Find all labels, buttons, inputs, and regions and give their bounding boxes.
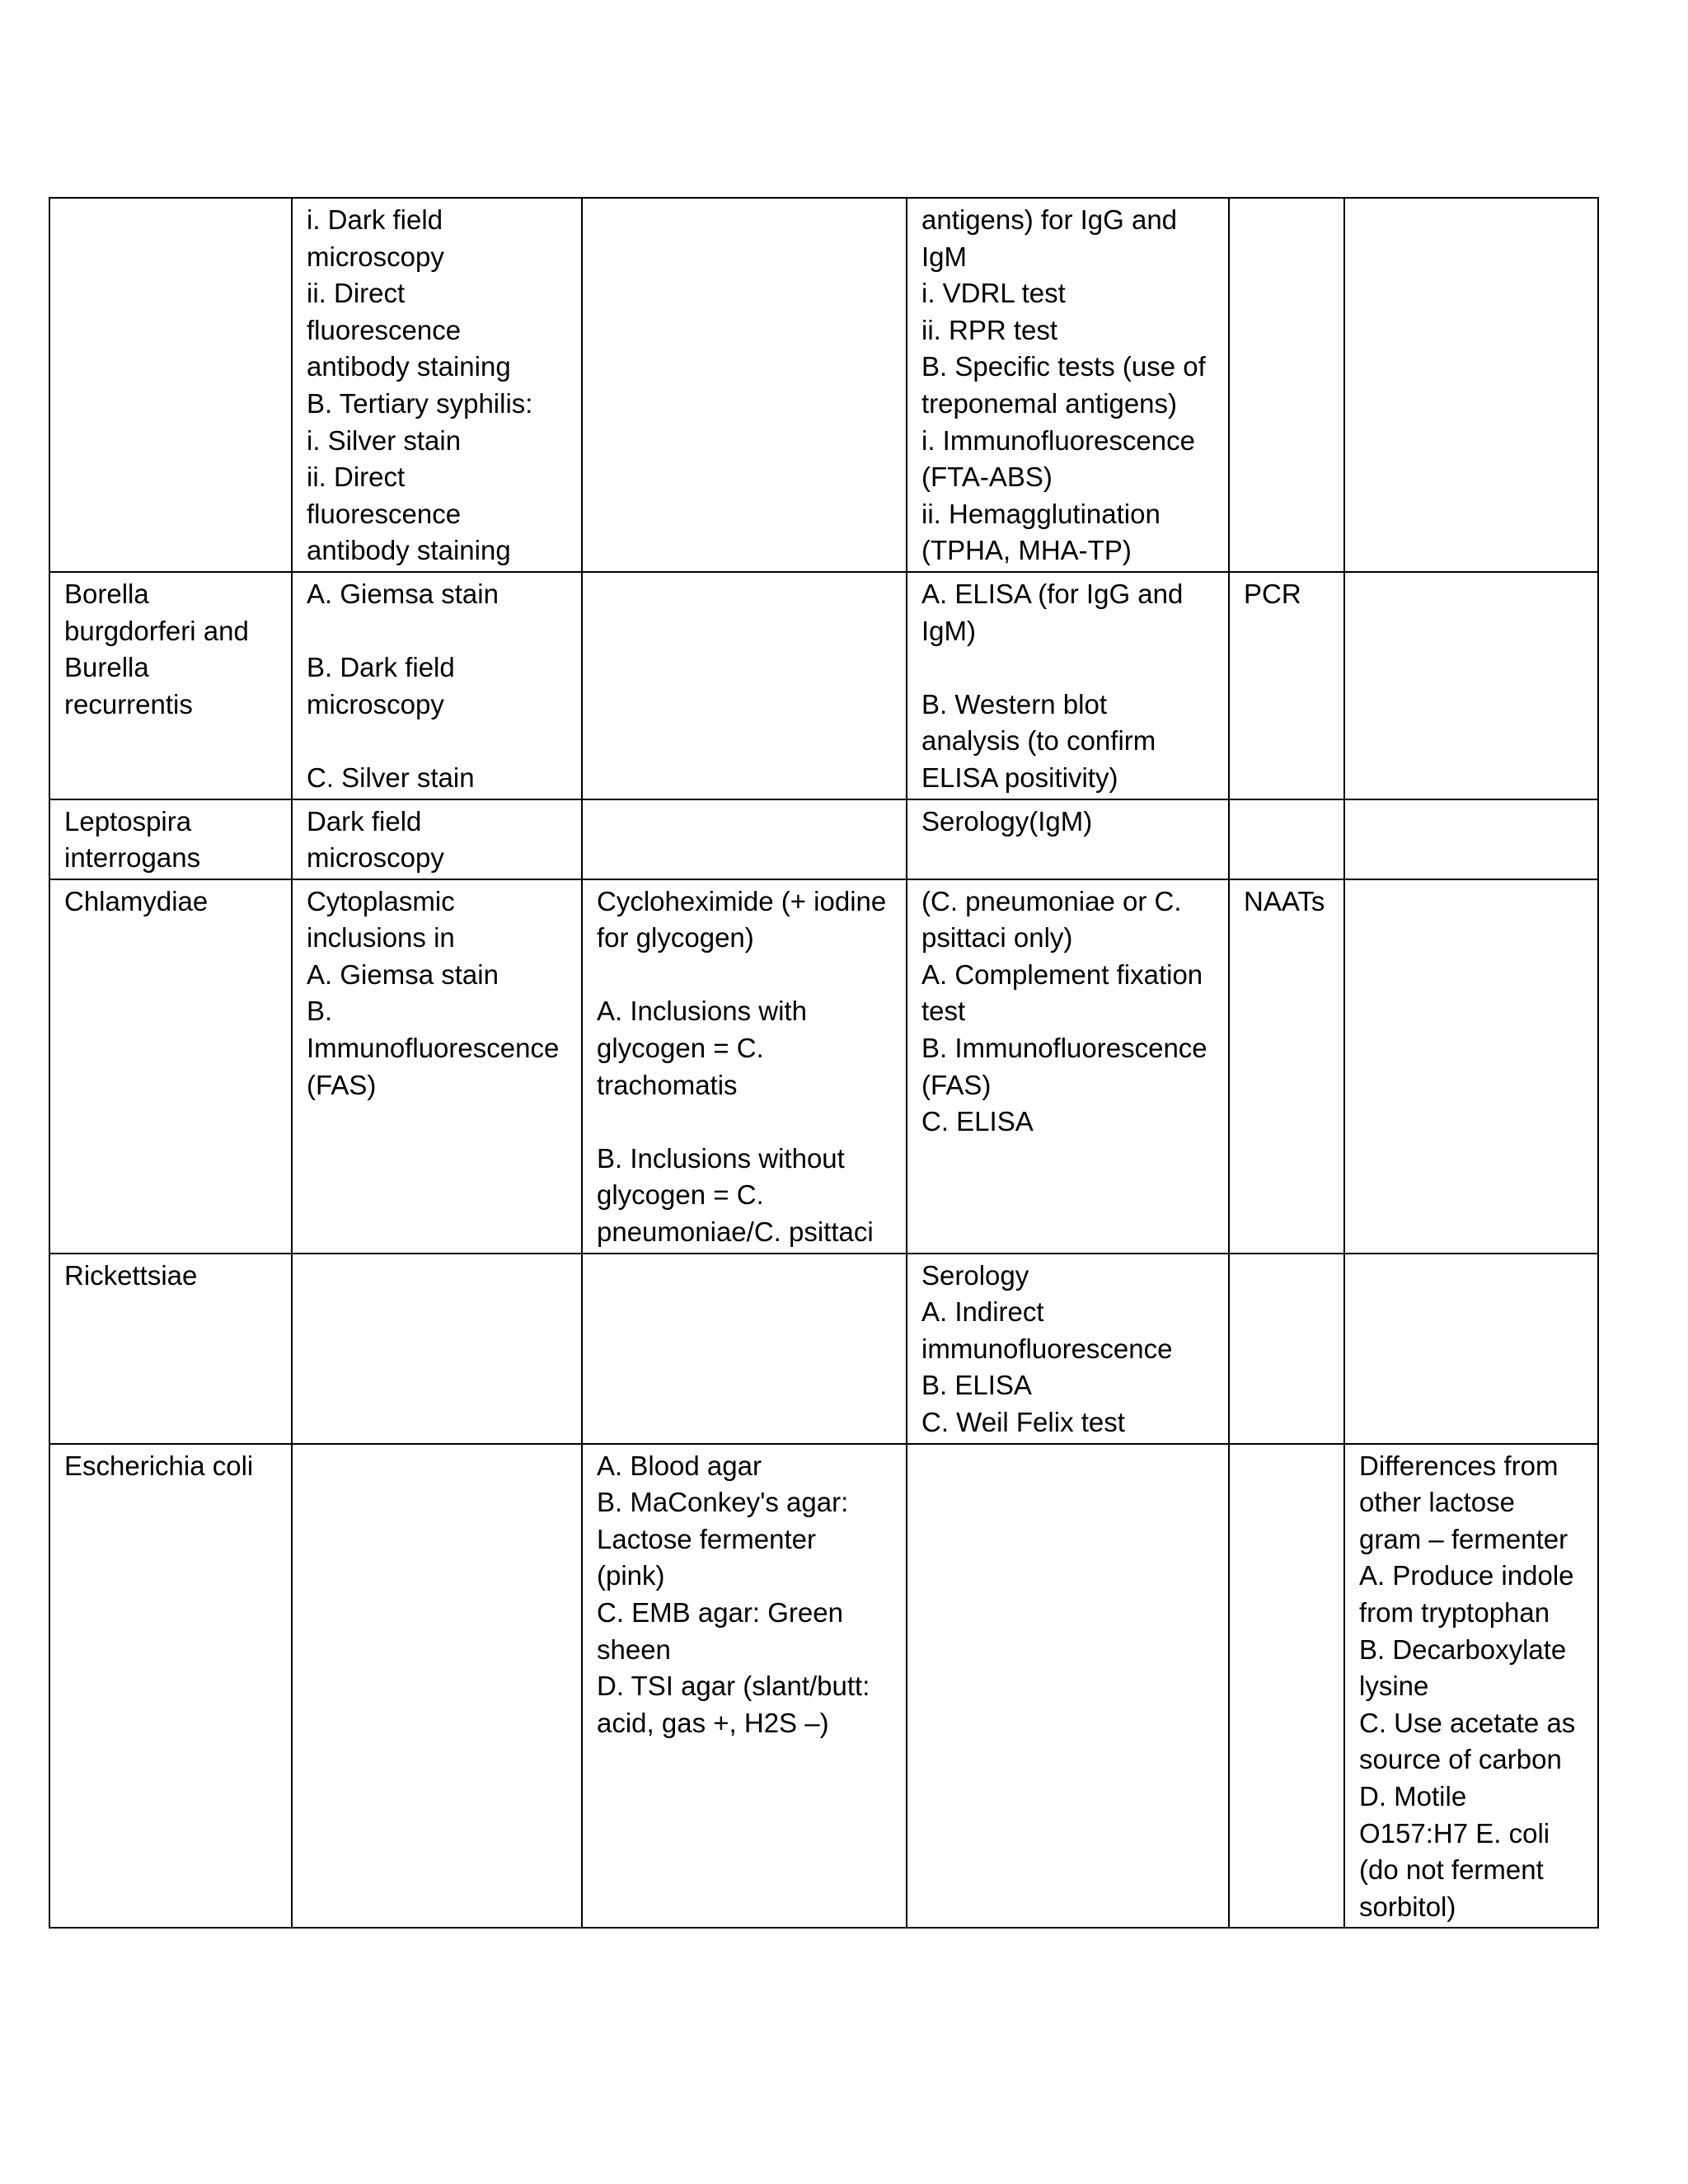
serology-cell: antigens) for IgG and IgM i. VDRL test ii. RPR test B. Specific tests (use of treponemal antigens) i. Immunofluorescence (FTA-ABS) ii. Hemagglutination (TPHA, MHA-TP): [907, 198, 1229, 572]
molecular-cell: [1229, 198, 1344, 572]
serology-cell: A. ELISA (for IgG and IgM) B. Western blot analysis (to confirm ELISA positivity): [907, 572, 1229, 799]
other-tests-cell: Differences from other lactose gram – fermenter A. Produce indole from tryptophan B. Decarboxylate lysine C. Use acetate as source of carbon D. Motile O157:H7 E. coli (do not ferment sorbitol): [1344, 1444, 1598, 1929]
other-tests-cell: [1344, 879, 1598, 1254]
organism-cell: Rickettsiae: [49, 1254, 292, 1444]
culture-cell: [582, 799, 907, 879]
microscopy-cell: i. Dark field microscopy ii. Direct fluorescence antibody staining B. Tertiary syphilis: i. Silver stain ii. Direct fluorescence antibody staining: [292, 198, 582, 572]
organism-cell: [49, 198, 292, 572]
microscopy-cell: [292, 1444, 582, 1929]
table-row: [49, 799, 1598, 879]
serology-cell: Serology A. Indirect immunofluorescence B. ELISA C. Weil Felix test: [907, 1254, 1229, 1444]
molecular-cell: PCR: [1229, 572, 1344, 799]
culture-cell: A. Blood agar B. MaConkey's agar: Lactose fermenter (pink) C. EMB agar: Green sheen D. TSI agar (slant/butt: acid, gas +, H2S –): [582, 1444, 907, 1929]
organism-cell: Leptospira interrogans: [49, 799, 292, 879]
culture-cell: [582, 572, 907, 799]
table-row: [49, 879, 1598, 1254]
organism-cell: Borella burgdorferi and Burella recurrentis: [49, 572, 292, 799]
microscopy-cell: [292, 1254, 582, 1444]
table-row: [49, 198, 1598, 572]
other-tests-cell: [1344, 198, 1598, 572]
culture-cell: Cycloheximide (+ iodine for glycogen) A. Inclusions with glycogen = C. trachomatis B. Inclusions without glycogen = C. pneumoniae/C. psittaci: [582, 879, 907, 1254]
microscopy-cell: Dark field microscopy: [292, 799, 582, 879]
organism-cell: Escherichia coli: [49, 1444, 292, 1929]
molecular-cell: [1229, 1254, 1344, 1444]
serology-cell: Serology(IgM): [907, 799, 1229, 879]
molecular-cell: [1229, 1444, 1344, 1929]
table-row: [49, 1444, 1598, 1929]
serology-cell: [907, 1444, 1229, 1929]
molecular-cell: [1229, 799, 1344, 879]
table-row: [49, 572, 1598, 799]
microscopy-cell: Cytoplasmic inclusions in A. Giemsa stain B. Immunofluorescence (FAS): [292, 879, 582, 1254]
serology-cell: (C. pneumoniae or C. psittaci only) A. Complement fixation test B. Immunofluorescence (FAS) C. ELISA: [907, 879, 1229, 1254]
other-tests-cell: [1344, 1254, 1598, 1444]
microscopy-cell: A. Giemsa stain B. Dark field microscopy C. Silver stain: [292, 572, 582, 799]
culture-cell: [582, 198, 907, 572]
table-row: [49, 1254, 1598, 1444]
culture-cell: [582, 1254, 907, 1444]
other-tests-cell: [1344, 799, 1598, 879]
organism-cell: Chlamydiae: [49, 879, 292, 1254]
lab-diagnosis-table: [49, 197, 1599, 1929]
other-tests-cell: [1344, 572, 1598, 799]
molecular-cell: NAATs: [1229, 879, 1344, 1254]
